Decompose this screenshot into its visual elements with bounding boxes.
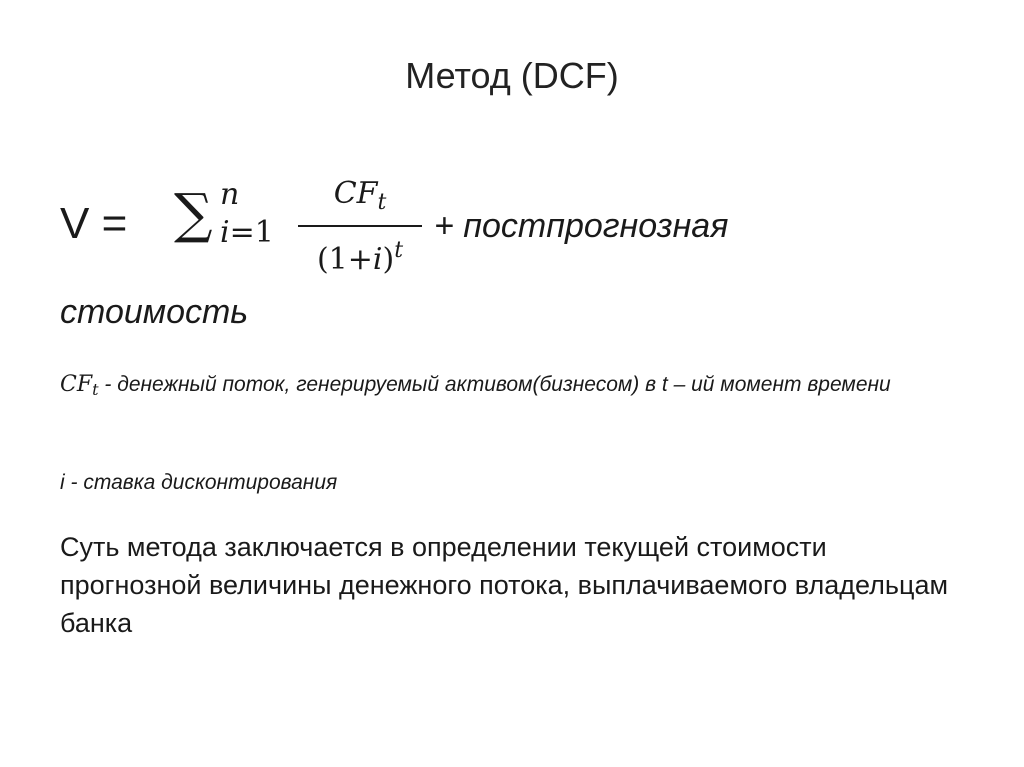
numerator-cf: CF xyxy=(333,176,378,211)
cash-flow-fraction xyxy=(298,174,422,280)
sum-index-var: i xyxy=(220,215,230,250)
definition-i: i - ставка дисконтирования xyxy=(60,471,338,494)
fraction-denominator xyxy=(298,231,422,280)
dcf-formula xyxy=(60,178,960,288)
denominator-exponent: t xyxy=(394,238,404,263)
sum-symbol: ∑ xyxy=(174,182,213,245)
sum-upper-limit: n xyxy=(220,177,240,212)
slide-title: Метод (DCF) xyxy=(405,55,619,96)
formula-lhs: V = xyxy=(60,199,128,248)
cf-symbol-sub: t xyxy=(92,380,99,399)
method-summary: Суть метода заключается в определении текущей стоимости прогнозной величины денежного потока, выплачиваемого владельцам банка xyxy=(60,532,949,638)
denominator-close: ) xyxy=(382,242,395,277)
fraction-bar xyxy=(298,225,422,227)
cf-definition-text: - денежный поток, генерируемый активом(бизнесом) в t – ий момент времени xyxy=(98,373,891,396)
denominator-var: i xyxy=(372,242,383,277)
cf-symbol-base: CF xyxy=(60,372,93,397)
numerator-subscript: t xyxy=(377,190,387,215)
fraction-numerator xyxy=(298,174,422,223)
formula-tail: + постпрогнозная xyxy=(434,207,729,245)
cf-symbol xyxy=(60,372,99,397)
denominator-base: (1+ xyxy=(316,242,373,277)
formula-continuation: стоимость xyxy=(60,293,249,331)
definition-cf xyxy=(60,366,940,409)
sum-index-start: =1 xyxy=(229,215,274,250)
sum-lower-limit xyxy=(220,216,274,250)
